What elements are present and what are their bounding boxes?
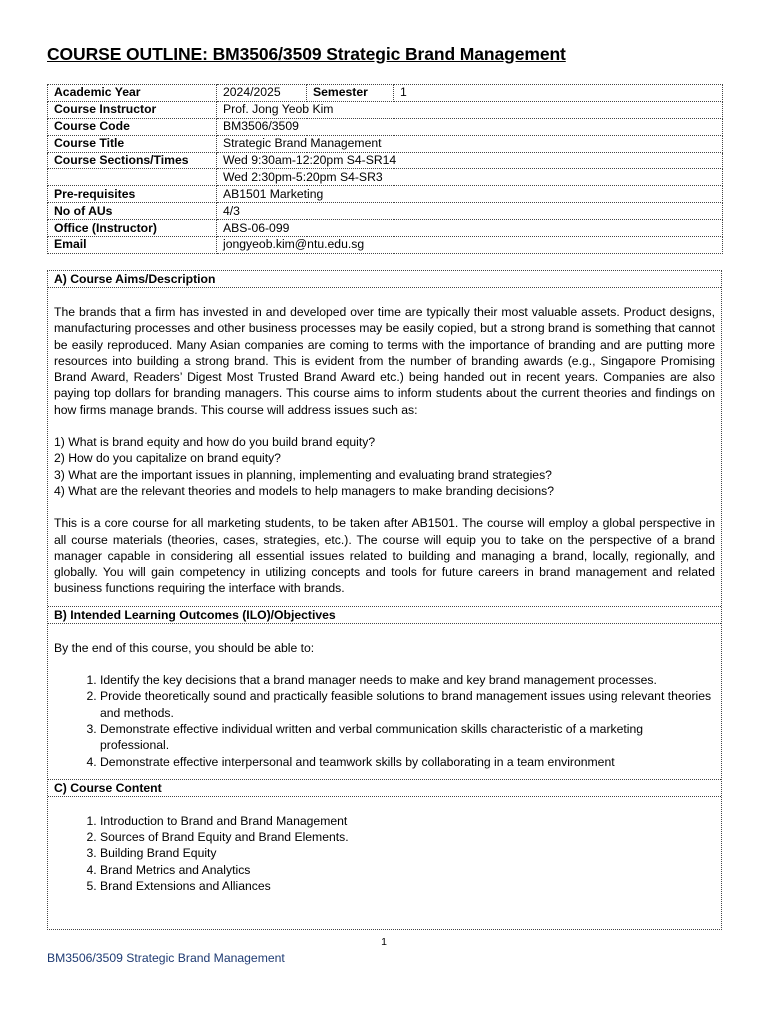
table-row: [48, 135, 723, 152]
instructor-value: Prof. Jong Yeob Kim: [217, 101, 723, 118]
aus-label: No of AUs: [48, 203, 217, 220]
course-sections-label: Course Sections/Times: [48, 152, 217, 169]
list-item: 2) How do you capitalize on brand equity?: [54, 451, 281, 466]
list-item: 5. Brand Extensions and Alliances: [100, 878, 715, 894]
course-section-2: Wed 2:30pm-5:20pm S4-SR3: [217, 169, 723, 186]
table-row: [48, 101, 723, 118]
office-label: Office (Instructor): [48, 220, 217, 237]
prerequisites-value: AB1501 Marketing: [217, 186, 723, 203]
academic-year-label: Academic Year: [48, 85, 217, 102]
list-item: 2. Provide theoretically sound and practically feasible solutions to brand management issues using relevant theories and methods.: [100, 688, 715, 721]
table-row: [48, 237, 723, 254]
page-title: COURSE OUTLINE: BM3506/3509 Strategic Brand Management: [47, 44, 566, 64]
list-item: 1) What is brand equity and how do you build brand equity?: [54, 435, 376, 450]
footer-course-name: BM3506/3509 Strategic Brand Management: [47, 951, 285, 965]
course-info-table: [47, 84, 723, 254]
question-list: [54, 434, 715, 499]
list-item: 3. Building Brand Equity: [100, 845, 715, 861]
section-b-intro: By the end of this course, you should be able to:: [54, 640, 315, 655]
course-code-label: Course Code: [48, 118, 217, 135]
instructor-label: Course Instructor: [48, 101, 217, 118]
list-item: 1. Identify the key decisions that a brand manager needs to make and key brand management processes.: [100, 672, 715, 688]
list-item: 4) What are the relevant theories and models to help managers to make branding decisions?: [54, 483, 554, 498]
table-row: [48, 203, 723, 220]
section-b-body: [48, 624, 721, 779]
semester-label: Semester: [307, 85, 394, 102]
academic-year-value: 2024/2025: [217, 85, 307, 102]
course-content-box: [47, 270, 722, 930]
page-number: 1: [381, 936, 387, 948]
objectives-list: [54, 672, 715, 770]
table-row: [48, 186, 723, 203]
list-item: 2. Sources of Brand Equity and Brand Elements.: [100, 829, 715, 845]
list-item: 1. Introduction to Brand and Brand Management: [100, 813, 715, 829]
section-b-heading: B) Intended Learning Outcomes (ILO)/Objectives: [48, 606, 721, 624]
table-row: [48, 220, 723, 237]
course-section-1: Wed 9:30am-12:20pm S4-SR14: [217, 152, 723, 169]
table-row: [48, 118, 723, 135]
course-title-label: Course Title: [48, 135, 217, 152]
empty-label: [48, 169, 217, 186]
section-c-body: [48, 797, 721, 894]
table-row: [48, 169, 723, 186]
section-c-heading: C) Course Content: [48, 779, 721, 797]
list-item: 4. Demonstrate effective interpersonal and teamwork skills by collaborating in a team environment: [100, 754, 715, 770]
prerequisites-label: Pre-requisites: [48, 186, 217, 203]
section-a-body: [48, 288, 721, 597]
section-a-heading: A) Course Aims/Description: [48, 271, 721, 288]
aus-value: 4/3: [217, 203, 723, 220]
course-title-value: Strategic Brand Management: [217, 135, 723, 152]
course-code-value: BM3506/3509: [217, 118, 723, 135]
section-a-paragraph-1: The brands that a firm has invested in and developed over time are typically their most valuable assets. Product designs, manufacturing processes and other business processes may be easily copied, but a strong brand is something that cannot be easily reproduced. Many Asian companies are coming to terms with the importance of branding and are putting more resources into building a strong brand. This is evident from the number of branding awards (e.g., Singapore Promising Brand Award, Readers’ Digest Most Trusted Brand Award etc.) being handed out in recent years. Companies are also paying top dollars for branding managers. This course aims to inform students about the current theories and findings on how firms manage brands. This course will address issues such as:: [54, 305, 715, 417]
section-a-paragraph-2: This is a core course for all marketing students, to be taken after AB1501. The course will employ a global perspective in all course materials (theories, cases, strategies, etc.). The course will equip you to take on the perspective of a brand manager capable in considering all essential issues related to building and managing a brand, locally, regionally, and globally. You will gain competency in utilizing concepts and tools for future careers in brand management and related business functions requiring the interface with brands.: [54, 516, 715, 596]
office-value: ABS-06-099: [217, 220, 723, 237]
list-item: 3) What are the important issues in planning, implementing and evaluating brand strategies?: [54, 467, 552, 482]
course-content-list: [54, 813, 715, 894]
table-row: [48, 152, 723, 169]
email-label: Email: [48, 237, 217, 254]
list-item: 4. Brand Metrics and Analytics: [100, 862, 715, 878]
semester-value: 1: [394, 85, 723, 102]
email-value[interactable]: jongyeob.kim@ntu.edu.sg: [217, 237, 723, 254]
list-item: 3. Demonstrate effective individual written and verbal communication skills characteristic of a marketing professional.: [100, 721, 715, 754]
table-row: [48, 85, 723, 102]
